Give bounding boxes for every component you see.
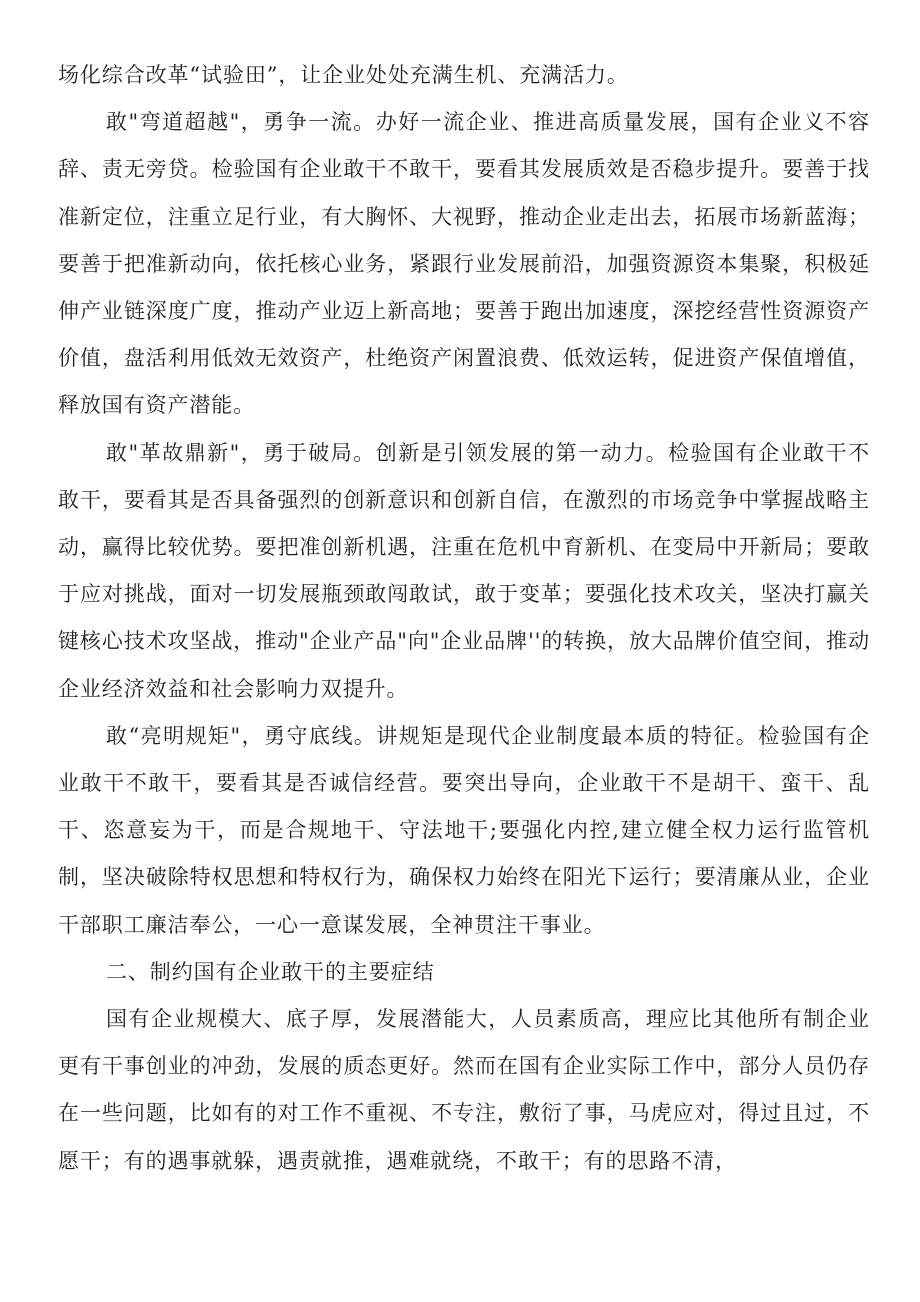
section-heading: 二、制约国有企业敢干的主要症结 — [106, 959, 435, 984]
paragraph-dare-innovate — [58, 430, 870, 713]
paragraph-lead: 敢"弯道超越"，勇争一流。 — [106, 110, 376, 135]
paragraph-text: 讲规矩是现代企业制度最本质的特征。检验国有企业敢干不敢干，要看其是否诚信经营。要突出导向，企业敢干不是胡干、蛮干、乱干、恣意妄为干，而是合规地干、守法地干;要强化内控,建立健全权力运行监管机制，坚决破除特权思想和特权行为，确保权力始终在阳光下运行；要清廉从业，企业干部职工廉洁奉公，一心一意谋发展，全神贯注干事业。 — [58, 723, 870, 937]
paragraph-lead: 敢"革故鼎新"，勇于破局。 — [106, 440, 376, 465]
paragraph-text: 办好一流企业、推进高质量发展，国有企业义不容辞、责无旁贷。检验国有企业敢干不敢干，要看其发展质效是否稳步提升。要善于找准新定位，注重立足行业，有大胸怀、大视野，推动企业走出去，拓展市场新蓝海；要善于把准新动向，依托核心业务，紧跟行业发展前沿，加强资源资本集聚，积极延伸产业链深度广度，推动产业迈上新高地；要善于跑出加速度，深挖经营性资源资产价值，盘活利用低效无效资产，杜绝资产闲置浪费、低效运转，促进资产保值增值，释放国有资产潜能。 — [58, 110, 870, 418]
paragraph-text: 场化综合改革“试验田”，让企业处处充满生机、充满活力。 — [58, 63, 629, 87]
paragraph-dare-overtake — [58, 99, 870, 429]
paragraph-lead: 敢“亮明规矩"，勇守底线。 — [106, 723, 377, 748]
paragraph-continuation — [58, 52, 870, 99]
paragraph-dare-rules — [58, 713, 870, 949]
paragraph-text: 创新是引领发展的第一动力。检验国有企业敢干不敢干，要看其是否具备强烈的创新意识和创新自信，在激烈的市场竞争中掌握战略主动，赢得比较优势。要把准创新机遇，注重在危机中育新机、在变局中开新局；要敢于应对挑战，面对一切发展瓶颈敢闯敢试，敢于变革；要强化技术攻关，坚决打赢关键核心技术攻坚战，推动"企业产品"向"企业品牌''的转换，放大品牌价值空间，推动企业经济效益和社会影响力双提升。 — [58, 440, 870, 701]
paragraph-text: 国有企业规模大、底子厚，发展潜能大，人员素质高，理应比其他所有制企业更有干事创业的冲劲，发展的质态更好。然而在国有企业实际工作中，部分人员仍存在一些问题，比如有的对工作不重视、不专注，敷衍了事，马虎应对，得过且过，不愿干；有的遇事就躲，遇责就推，遇难就绕，不敢干；有的思路不清， — [58, 1007, 870, 1173]
paragraph-problems — [58, 996, 870, 1185]
document-page — [58, 52, 870, 1185]
